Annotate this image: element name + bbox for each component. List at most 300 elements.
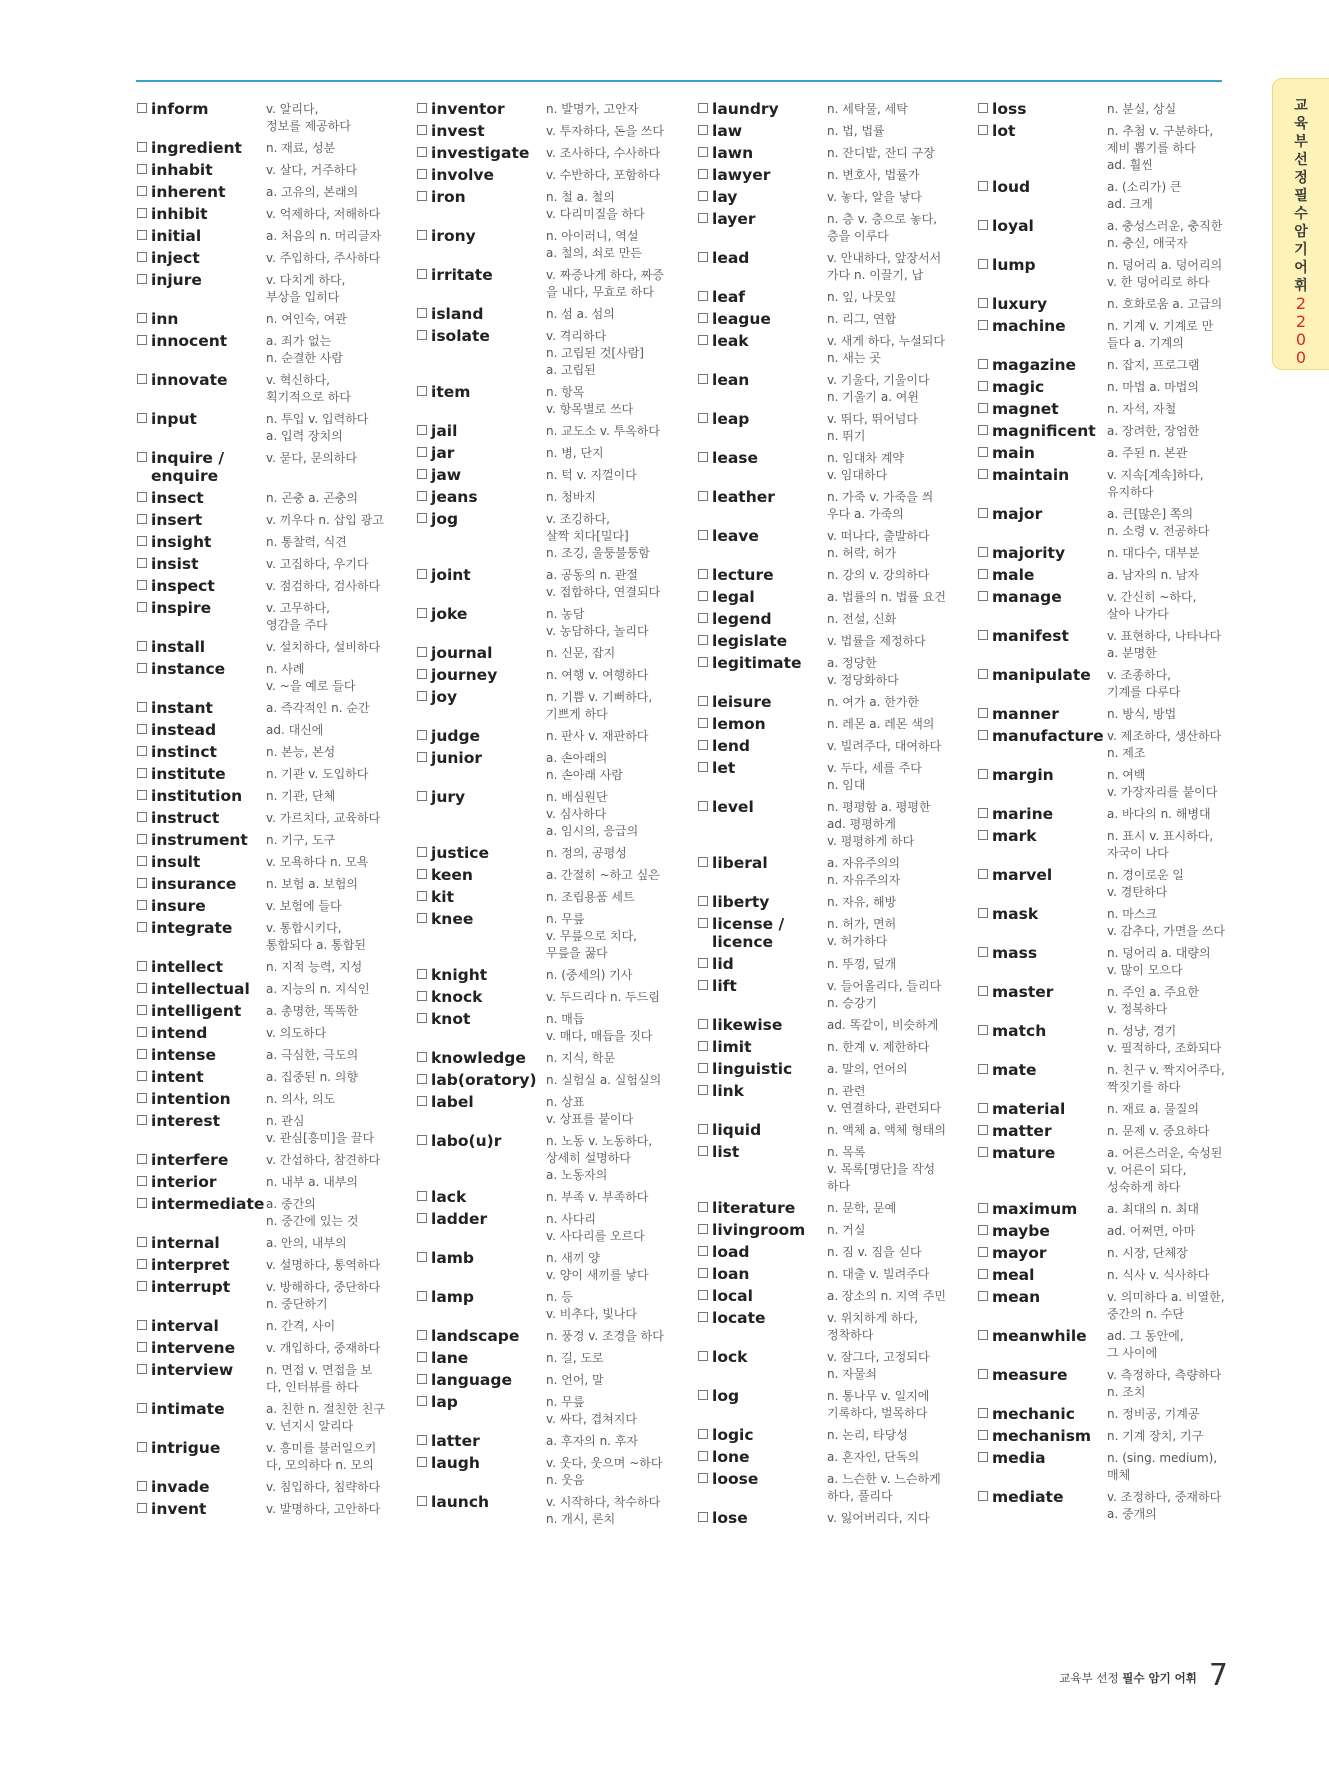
checkbox[interactable]	[137, 558, 147, 568]
vocab-entry	[136, 638, 406, 656]
checkbox[interactable]	[417, 1396, 427, 1406]
checkbox[interactable]	[698, 1290, 708, 1300]
vocab-word-text: latter	[431, 1432, 480, 1450]
vocab-word	[977, 422, 1107, 440]
vocab-word	[977, 356, 1107, 374]
vocab-word	[977, 466, 1107, 501]
checkbox[interactable]	[978, 569, 988, 579]
checkbox[interactable]	[137, 856, 147, 866]
checkbox[interactable]	[417, 969, 427, 979]
vocab-definition: v. 고집하다, 우기다	[266, 557, 369, 571]
checkbox[interactable]	[137, 834, 147, 844]
checkbox[interactable]	[417, 1191, 427, 1201]
checkbox[interactable]	[698, 918, 708, 928]
checkbox[interactable]	[417, 308, 427, 318]
checkbox[interactable]	[698, 896, 708, 906]
checkbox[interactable]	[698, 1041, 708, 1051]
vocab-word	[136, 227, 266, 245]
checkbox[interactable]	[978, 320, 988, 330]
checkbox[interactable]	[137, 983, 147, 993]
checkbox[interactable]	[698, 413, 708, 423]
vocab-definition: n. 면접 v. 면접을 보 다, 인터뷰를 하다	[266, 1363, 373, 1394]
vocab-definition: v. 혁신하다, 획기적으로 하다	[266, 373, 351, 404]
checkbox[interactable]	[137, 702, 147, 712]
checkbox[interactable]	[137, 746, 147, 756]
checkbox[interactable]	[978, 669, 988, 679]
checkbox[interactable]	[698, 740, 708, 750]
checkbox[interactable]	[417, 1435, 427, 1445]
checkbox[interactable]	[137, 900, 147, 910]
checkbox[interactable]	[137, 1176, 147, 1186]
checkbox[interactable]	[417, 1252, 427, 1262]
vocab-definition: n. 임대차 계약 v. 임대하다	[827, 451, 905, 482]
vocab-entry	[697, 1348, 967, 1383]
vocab-definition: n. 가죽 v. 가죽을 씌 우다 a. 가죽의	[827, 490, 934, 521]
checkbox[interactable]	[978, 830, 988, 840]
checkbox[interactable]	[978, 708, 988, 718]
vocab-word	[416, 566, 546, 601]
vocab-definition: ad. 그 동안에, 그 사이에	[1107, 1329, 1184, 1360]
vocab-word	[416, 383, 546, 418]
checkbox[interactable]	[417, 752, 427, 762]
vocab-entry	[977, 400, 1247, 418]
vocab-definition: n. 마스크 v. 감추다, 가면을 쓰다	[1107, 907, 1225, 938]
checkbox[interactable]	[417, 1330, 427, 1340]
vocab-word-text: insure	[151, 897, 206, 915]
checkbox[interactable]	[137, 641, 147, 651]
vocab-entry	[977, 100, 1247, 118]
checkbox[interactable]	[978, 1369, 988, 1379]
vocab-word-text: leap	[712, 410, 750, 428]
checkbox[interactable]	[698, 762, 708, 772]
checkbox[interactable]	[698, 801, 708, 811]
checkbox[interactable]	[417, 1291, 427, 1301]
vocab-column-1	[136, 100, 406, 1522]
checkbox[interactable]	[417, 230, 427, 240]
checkbox[interactable]	[137, 335, 147, 345]
checkbox[interactable]	[698, 1451, 708, 1461]
checkbox[interactable]	[698, 335, 708, 345]
checkbox[interactable]	[978, 1064, 988, 1074]
vocab-definition: a. 어른스러운, 숙성된 v. 어른이 되다, 성숙하게 하다	[1107, 1146, 1223, 1194]
checkbox[interactable]	[137, 724, 147, 734]
vocab-word-text: investigate	[431, 144, 530, 162]
checkbox[interactable]	[137, 514, 147, 524]
checkbox[interactable]	[137, 1049, 147, 1059]
checkbox[interactable]	[137, 413, 147, 423]
vocab-entry	[136, 1439, 406, 1474]
checkbox[interactable]	[978, 1125, 988, 1135]
vocab-definition: n. 친구 v. 짝지어주다, 짝짓기를 하다	[1107, 1063, 1225, 1094]
vocab-entry	[697, 893, 967, 911]
checkbox[interactable]	[978, 947, 988, 957]
checkbox[interactable]	[137, 580, 147, 590]
checkbox[interactable]	[417, 269, 427, 279]
checkbox[interactable]	[417, 1096, 427, 1106]
checkbox[interactable]	[698, 1124, 708, 1134]
vocab-word-text: load	[712, 1243, 750, 1261]
checkbox[interactable]	[978, 1147, 988, 1157]
checkbox[interactable]	[417, 669, 427, 679]
checkbox[interactable]	[137, 1481, 147, 1491]
checkbox[interactable]	[698, 291, 708, 301]
checkbox[interactable]	[978, 1103, 988, 1113]
vocab-entry	[977, 295, 1247, 313]
checkbox[interactable]	[137, 492, 147, 502]
vocab-entry	[697, 737, 967, 755]
checkbox[interactable]	[417, 730, 427, 740]
checkbox[interactable]	[417, 869, 427, 879]
vocab-definition: v. 짜증나게 하다, 짜증 을 내다, 무효로 하다	[546, 268, 664, 299]
checkbox[interactable]	[137, 208, 147, 218]
checkbox[interactable]	[698, 696, 708, 706]
vocab-word	[136, 161, 266, 179]
checkbox[interactable]	[978, 1291, 988, 1301]
checkbox[interactable]	[978, 908, 988, 918]
checkbox[interactable]	[137, 1154, 147, 1164]
vocab-entry	[136, 1151, 406, 1169]
vocab-word	[136, 1068, 266, 1086]
checkbox[interactable]	[137, 536, 147, 546]
checkbox[interactable]	[417, 469, 427, 479]
checkbox[interactable]	[978, 403, 988, 413]
checkbox[interactable]	[137, 1005, 147, 1015]
checkbox[interactable]	[698, 213, 708, 223]
vocab-word-text: knowledge	[431, 1049, 526, 1067]
vocab-entry	[416, 749, 686, 784]
checkbox[interactable]	[137, 313, 147, 323]
checkbox[interactable]	[417, 1496, 427, 1506]
vocab-word	[977, 1488, 1107, 1523]
vocab-word-text: loss	[992, 100, 1027, 118]
vocab-word-text: lack	[431, 1188, 467, 1206]
vocab-entry	[136, 249, 406, 267]
vocab-entry	[697, 122, 967, 140]
checkbox[interactable]	[137, 186, 147, 196]
checkbox[interactable]	[698, 313, 708, 323]
vocab-entry	[977, 1288, 1247, 1323]
checkbox[interactable]	[978, 125, 988, 135]
vocab-definition: n. 정비공, 기계공	[1107, 1407, 1200, 1421]
vocab-entry	[136, 1400, 406, 1435]
checkbox[interactable]	[417, 1213, 427, 1223]
vocab-word-text: legal	[712, 588, 755, 606]
side-tab-char: 교	[1294, 98, 1308, 114]
vocab-word-text: loose	[712, 1470, 759, 1488]
vocab-entry	[136, 660, 406, 695]
checkbox[interactable]	[137, 1442, 147, 1452]
checkbox[interactable]	[137, 374, 147, 384]
checkbox[interactable]	[417, 1374, 427, 1384]
vocab-definition: v. 발명하다, 고안하다	[266, 1502, 381, 1516]
checkbox[interactable]	[978, 1491, 988, 1501]
vocab-entry	[697, 1082, 967, 1117]
checkbox[interactable]	[698, 491, 708, 501]
vocab-word-text: knight	[431, 966, 488, 984]
checkbox[interactable]	[137, 142, 147, 152]
vocab-entry	[416, 1210, 686, 1245]
checkbox[interactable]	[698, 1268, 708, 1278]
checkbox[interactable]	[978, 808, 988, 818]
checkbox[interactable]	[698, 657, 708, 667]
checkbox[interactable]	[698, 1246, 708, 1256]
checkbox[interactable]	[417, 647, 427, 657]
checkbox[interactable]	[698, 591, 708, 601]
checkbox[interactable]	[417, 608, 427, 618]
checkbox[interactable]	[417, 1074, 427, 1084]
checkbox[interactable]	[698, 613, 708, 623]
vocab-definition: n. 잔디밭, 잔디 구장	[827, 146, 935, 160]
vocab-word	[416, 749, 546, 784]
checkbox[interactable]	[137, 1403, 147, 1413]
checkbox[interactable]	[978, 259, 988, 269]
checkbox[interactable]	[137, 1237, 147, 1247]
checkbox[interactable]	[417, 847, 427, 857]
vocab-entry	[416, 444, 686, 462]
vocab-entry	[697, 1016, 967, 1034]
vocab-word	[697, 693, 827, 711]
checkbox[interactable]	[978, 1430, 988, 1440]
checkbox[interactable]	[698, 103, 708, 113]
checkbox[interactable]	[417, 491, 427, 501]
checkbox[interactable]	[137, 164, 147, 174]
checkbox[interactable]	[137, 1364, 147, 1374]
checkbox[interactable]	[698, 1224, 708, 1234]
checkbox[interactable]	[417, 513, 427, 523]
checkbox[interactable]	[978, 220, 988, 230]
checkbox[interactable]	[417, 1135, 427, 1145]
vocab-word-text: match	[992, 1022, 1047, 1040]
checkbox[interactable]	[417, 147, 427, 157]
checkbox[interactable]	[698, 635, 708, 645]
vocab-word	[697, 1243, 827, 1261]
checkbox[interactable]	[978, 447, 988, 457]
checkbox[interactable]	[417, 191, 427, 201]
vocab-entry	[416, 510, 686, 562]
vocab-word	[136, 853, 266, 871]
checkbox[interactable]	[698, 169, 708, 179]
vocab-definition: n. 성냥, 경기 v. 필적하다, 조화되다	[1107, 1024, 1222, 1055]
checkbox[interactable]	[137, 103, 147, 113]
vocab-entry	[697, 1426, 967, 1444]
vocab-entry	[136, 1173, 406, 1191]
checkbox[interactable]	[978, 1452, 988, 1462]
vocab-word-text: manufacture	[992, 727, 1104, 745]
vocab-word-text: master	[992, 983, 1054, 1001]
checkbox[interactable]	[417, 913, 427, 923]
vocab-entry	[697, 1221, 967, 1239]
checkbox[interactable]	[978, 1203, 988, 1213]
checkbox[interactable]	[137, 252, 147, 262]
checkbox[interactable]	[417, 425, 427, 435]
checkbox[interactable]	[417, 386, 427, 396]
checkbox[interactable]	[137, 812, 147, 822]
vocab-entry	[977, 217, 1247, 252]
checkbox[interactable]	[417, 447, 427, 457]
vocab-entry	[697, 100, 967, 118]
vocab-entry	[416, 788, 686, 840]
checkbox[interactable]	[978, 1225, 988, 1235]
checkbox[interactable]	[698, 718, 708, 728]
checkbox[interactable]	[978, 298, 988, 308]
vocab-word	[977, 505, 1107, 540]
checkbox[interactable]	[978, 1330, 988, 1340]
vocab-word-text: landscape	[431, 1327, 520, 1345]
checkbox[interactable]	[978, 547, 988, 557]
checkbox[interactable]	[978, 103, 988, 113]
checkbox[interactable]	[417, 125, 427, 135]
checkbox[interactable]	[698, 1512, 708, 1522]
checkbox[interactable]	[698, 1085, 708, 1095]
checkbox[interactable]	[137, 1342, 147, 1352]
checkbox[interactable]	[417, 1013, 427, 1023]
vocab-word-text: interest	[151, 1112, 221, 1130]
checkbox[interactable]	[698, 147, 708, 157]
checkbox[interactable]	[137, 602, 147, 612]
vocab-entry	[416, 888, 686, 906]
checkbox[interactable]	[978, 381, 988, 391]
checkbox[interactable]	[698, 1390, 708, 1400]
checkbox[interactable]	[417, 330, 427, 340]
checkbox[interactable]	[417, 991, 427, 1001]
checkbox[interactable]	[698, 252, 708, 262]
checkbox[interactable]	[698, 958, 708, 968]
checkbox[interactable]	[137, 1093, 147, 1103]
checkbox[interactable]	[137, 878, 147, 888]
vocab-word	[977, 1327, 1107, 1362]
checkbox[interactable]	[698, 374, 708, 384]
checkbox[interactable]	[978, 359, 988, 369]
checkbox[interactable]	[417, 1052, 427, 1062]
vocab-entry	[697, 332, 967, 367]
vocab-definition: v. 조종하다, 기계를 다루다	[1107, 668, 1181, 699]
vocab-definition: n. 분실, 상실	[1107, 102, 1177, 116]
vocab-word-text: link	[712, 1082, 744, 1100]
checkbox[interactable]	[417, 169, 427, 179]
vocab-word-text: instruct	[151, 809, 220, 827]
checkbox[interactable]	[978, 469, 988, 479]
vocab-word-text: let	[712, 759, 736, 777]
checkbox[interactable]	[417, 1457, 427, 1467]
checkbox[interactable]	[137, 1281, 147, 1291]
checkbox[interactable]	[698, 1351, 708, 1361]
checkbox[interactable]	[698, 530, 708, 540]
checkbox[interactable]	[137, 922, 147, 932]
checkbox[interactable]	[417, 569, 427, 579]
vocab-definition: a. 법률의 n. 법률 요건	[827, 590, 946, 604]
checkbox[interactable]	[137, 452, 147, 462]
checkbox[interactable]	[137, 1027, 147, 1037]
checkbox[interactable]	[978, 1408, 988, 1418]
checkbox[interactable]	[978, 769, 988, 779]
checkbox[interactable]	[698, 1312, 708, 1322]
vocab-definition: n. 재료 a. 물질의	[1107, 1102, 1199, 1116]
vocab-word	[136, 489, 266, 507]
vocab-definition: n. 아이러니, 역설 a. 철의, 쇠로 만든	[546, 229, 642, 260]
vocab-definition: a. 즉각적인 n. 순간	[266, 701, 370, 715]
vocab-word	[136, 1500, 266, 1518]
checkbox[interactable]	[417, 103, 427, 113]
checkbox[interactable]	[978, 425, 988, 435]
checkbox[interactable]	[698, 452, 708, 462]
vocab-entry	[697, 410, 967, 445]
checkbox[interactable]	[698, 1019, 708, 1029]
checkbox[interactable]	[978, 630, 988, 640]
checkbox[interactable]	[698, 1063, 708, 1073]
vocab-definition: n. 항목 v. 항목별로 쓰다	[546, 385, 634, 416]
checkbox[interactable]	[137, 768, 147, 778]
vocab-entry	[416, 488, 686, 506]
checkbox[interactable]	[137, 274, 147, 284]
checkbox[interactable]	[698, 980, 708, 990]
checkbox[interactable]	[698, 1202, 708, 1212]
checkbox[interactable]	[137, 1320, 147, 1330]
vocab-definition: a. 공동의 n. 관절 v. 접합하다, 연결되다	[546, 568, 661, 599]
vocab-entry	[977, 378, 1247, 396]
checkbox[interactable]	[978, 181, 988, 191]
vocab-word-text: inspect	[151, 577, 215, 595]
vocab-word-text: initial	[151, 227, 202, 245]
checkbox[interactable]	[698, 191, 708, 201]
vocab-definition: n. 마법 a. 마법의	[1107, 380, 1199, 394]
vocab-entry	[977, 905, 1247, 940]
checkbox[interactable]	[698, 1146, 708, 1156]
checkbox[interactable]	[698, 125, 708, 135]
checkbox[interactable]	[978, 1025, 988, 1035]
checkbox[interactable]	[137, 1503, 147, 1513]
vocab-entry	[416, 605, 686, 640]
vocab-definition: v. 의미하다 a. 비열한, 중간의 n. 수단	[1107, 1290, 1225, 1321]
checkbox[interactable]	[137, 1071, 147, 1081]
checkbox[interactable]	[978, 591, 988, 601]
checkbox[interactable]	[137, 1259, 147, 1269]
vocab-word	[416, 1049, 546, 1067]
vocab-word-text: junior	[431, 749, 482, 767]
checkbox[interactable]	[978, 1247, 988, 1257]
checkbox[interactable]	[417, 1352, 427, 1362]
vocab-word	[697, 288, 827, 306]
checkbox[interactable]	[978, 1269, 988, 1279]
checkbox[interactable]	[978, 869, 988, 879]
checkbox[interactable]	[978, 986, 988, 996]
vocab-column-2	[416, 100, 686, 1532]
checkbox[interactable]	[698, 1473, 708, 1483]
checkbox[interactable]	[137, 663, 147, 673]
checkbox[interactable]	[698, 1429, 708, 1439]
checkbox[interactable]	[978, 508, 988, 518]
vocab-definition: v. 모욕하다 n. 모욕	[266, 855, 369, 869]
vocab-word-text: magic	[992, 378, 1045, 396]
vocab-word-text: jar	[431, 444, 455, 462]
checkbox[interactable]	[417, 691, 427, 701]
vocab-word-text: leisure	[712, 693, 772, 711]
checkbox[interactable]	[137, 1115, 147, 1125]
checkbox[interactable]	[137, 961, 147, 971]
checkbox[interactable]	[698, 569, 708, 579]
checkbox[interactable]	[417, 891, 427, 901]
checkbox[interactable]	[137, 230, 147, 240]
vocab-word	[697, 1287, 827, 1305]
checkbox[interactable]	[417, 791, 427, 801]
checkbox[interactable]	[978, 730, 988, 740]
vocab-word	[136, 1024, 266, 1042]
vocab-definition: a. 주된 n. 본관	[1107, 446, 1188, 460]
checkbox[interactable]	[137, 1198, 147, 1208]
vocab-entry	[136, 139, 406, 157]
checkbox[interactable]	[698, 857, 708, 867]
vocab-entry	[977, 422, 1247, 440]
checkbox[interactable]	[137, 790, 147, 800]
